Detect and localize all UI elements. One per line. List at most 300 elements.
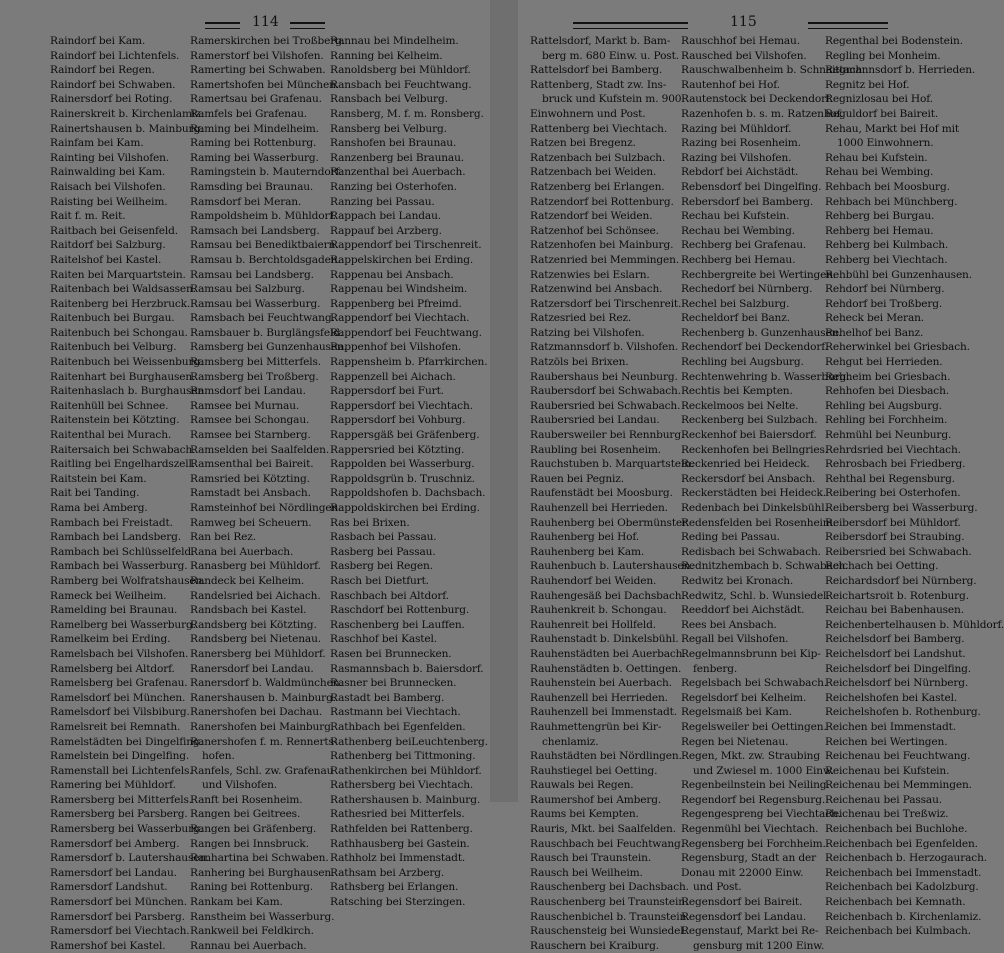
place-entry: Ramersdorf Landshut. [50, 881, 168, 894]
place-entry: Rauhenberg bei Kam. [530, 545, 645, 558]
place-entry: Rehgut bei Herrieden. [825, 356, 943, 369]
place-entry: Randeck bei Kelheim. [190, 574, 305, 587]
place-entry: Rameck bei Weilheim. [50, 589, 167, 602]
place-entry: Reibersdorf bei Straubing. [825, 531, 965, 544]
place-entry: Raitenbuch bei Velburg. [50, 341, 177, 354]
place-entry: Redwitz, Schl. b. Wunsiedel. [681, 589, 830, 602]
place-entry: Einwohnern und Post. [530, 107, 646, 120]
place-entry: Ramelstädten bei Dingelfing. [50, 735, 203, 748]
place-entry: Raming bei Rottenburg. [190, 137, 317, 150]
place-entry: Redisbach bei Schwabach. [681, 545, 821, 558]
place-entry: Reckenberg bei Sulzbach. [681, 414, 818, 427]
place-entry: Rainwalding bei Kam. [50, 166, 166, 179]
place-entry: Redwitz bei Kronach. [681, 574, 794, 587]
place-entry: Reichenau bei Treßwiz. [825, 808, 949, 821]
place-entry: Reichenau bei Passau. [825, 793, 942, 806]
entry-column [50, 34, 210, 953]
place-entry: Rauschenberg bei Traunstein. [530, 896, 689, 909]
place-entry: Ramelsbach bei Vilshofen. [50, 647, 189, 660]
place-entry: Ranstheim bei Wasserburg. [190, 910, 335, 923]
place-entry: Ramersdorf bei Parsberg. [50, 910, 185, 923]
place-entry: und Zwiesel m. 1000 Einw. [693, 764, 834, 777]
place-entry: Reckelmoos bei Nelte. [681, 399, 799, 412]
place-entry: Rappersried bei Kötzting. [330, 443, 465, 456]
place-entry: Ranoldsberg bei Mühldorf. [330, 64, 471, 77]
place-entry: Ramsberg bei Troßberg. [190, 370, 319, 383]
place-entry: Rechberg bei Grafenau. [681, 239, 807, 252]
place-entry: Raums bei Kempten. [530, 808, 639, 821]
place-entry: Ramersdorf bei Amberg. [50, 837, 180, 850]
page-number: 115 [730, 14, 757, 30]
place-entry: Ramsried bei Kötzting. [190, 472, 310, 485]
place-entry: Ramelberg bei Wasserburg. [50, 618, 196, 631]
place-entry: Ranershausen b. Mainburg. [190, 691, 336, 704]
place-entry: Rappelskirchen bei Erding. [330, 253, 474, 266]
place-entry: Ramsee bei Starnberg. [190, 429, 311, 442]
place-entry: Ramweg bei Scheuern. [190, 516, 312, 529]
place-entry: Rambach bei Freistadt. [50, 516, 173, 529]
place-entry: Rangen bei Geitrees. [190, 808, 301, 821]
entry-column [681, 34, 866, 953]
place-entry: Rauhenreit bei Hollfeld. [530, 618, 656, 631]
place-entry: Ramersberg bei Mitterfels. [50, 793, 192, 806]
place-entry: Raitersaich bei Schwabach. [50, 443, 196, 456]
place-entry: Razenhofen b. s. m. Ratzenhof. [681, 107, 844, 120]
place-entry: Rathenberg beiLeuchtenberg. [330, 735, 488, 748]
place-entry: Ramsberg bei Gunzenhausen. [190, 341, 347, 354]
place-entry: Regensdorf bei Landau. [681, 910, 807, 923]
place-entry: Reichenau bei Kufstein. [825, 764, 950, 777]
place-entry: Ranersdorf bei Landau. [190, 662, 314, 675]
entry-column [530, 34, 695, 953]
place-entry: Rehling bei Augsburg. [825, 399, 942, 412]
place-entry: Rautenstock bei Deckendorf. [681, 93, 833, 106]
place-entry: Rees bei Ansbach. [681, 618, 777, 631]
place-entry: Rannau bei Auerbach. [190, 939, 307, 952]
place-entry: Ramerstorf bei Vilshofen. [190, 49, 324, 62]
place-entry: Raitenhüll bei Schnee. [50, 399, 169, 412]
place-entry: Ranersberg bei Mühldorf. [190, 647, 326, 660]
place-entry: Rechau bei Wembing. [681, 224, 795, 237]
place-entry: Reichenbach bei Kemnath. [825, 896, 966, 909]
place-entry: Rauhstiegel bei Oetting. [530, 764, 658, 777]
place-entry: und Vilshofen. [202, 779, 277, 792]
page-number: 114 [252, 14, 279, 30]
place-entry: Ratzenwies bei Eslarn. [530, 268, 650, 281]
place-entry: Raschenberg bei Lauffen. [330, 618, 465, 631]
place-entry: Regenbeilnstein bei Neiling. [681, 779, 830, 792]
place-entry: Raubersried bei Landau. [530, 414, 660, 427]
place-entry: Ramsenthal bei Baireit. [190, 458, 314, 471]
place-entry: Ranershofen bei Dachau. [190, 706, 323, 719]
place-entry: Rehhofen bei Diesbach. [825, 385, 949, 398]
place-entry: Rathersberg bei Viechtach. [330, 779, 474, 792]
place-entry: Rappersdorf bei Furt. [330, 385, 444, 398]
place-entry: Regmannsdorf b. Herrieden. [825, 64, 976, 77]
place-entry: Regelsdorf bei Kelheim. [681, 691, 807, 704]
place-entry: Rehberg bei Hemau. [825, 224, 934, 237]
place-entry: Rappersdorf bei Viechtach. [330, 399, 473, 412]
place-entry: Ramelkeim bei Erding. [50, 633, 171, 646]
place-entry: Reichach bei Oetting. [825, 560, 939, 573]
place-entry: Rehbach bei Münchberg. [825, 195, 958, 208]
place-entry: Rehberg bei Viechtach. [825, 253, 948, 266]
place-entry: Randelsried bei Aichach. [190, 589, 321, 602]
place-entry: Ratzmannsdorf b. Vilshofen. [530, 341, 679, 354]
place-entry: Recheldorf bei Banz. [681, 312, 790, 325]
place-entry: hofen. [202, 750, 235, 763]
place-entry: Reichelsdorf bei Bamberg. [825, 633, 965, 646]
place-entry: Ramsdorf bei Meran. [190, 195, 302, 208]
place-entry: 1000 Einwohnern. [837, 137, 934, 150]
place-entry: Ramsau bei Wasserburg. [190, 297, 321, 310]
place-entry: Regelmannsbrunn bei Kip- [681, 647, 821, 660]
place-entry: Ratzen bei Bregenz. [530, 137, 636, 150]
place-entry: Ranzing bei Osterhofen. [330, 180, 457, 193]
place-entry: Rappolden bei Wasserburg. [330, 458, 475, 471]
header-rule-left [573, 22, 688, 29]
place-entry: Ramingstein b. Mauterndorf. [190, 166, 343, 179]
place-entry: Rehberg bei Kulmbach. [825, 239, 949, 252]
place-entry: Rednitzhembach b. Schwabach. [681, 560, 849, 573]
place-entry: Rehheim bei Griesbach. [825, 370, 951, 383]
place-entry: Rainertshausen b. Mainburg. [50, 122, 204, 135]
place-entry: Rappersdorf bei Vohburg. [330, 414, 466, 427]
place-entry: Ranershofen f. m. Rennerts- [190, 735, 338, 748]
place-entry: Ransbach bei Feuchtwang. [330, 78, 472, 91]
place-entry: Rauhenzell bei Herrieden. [530, 691, 668, 704]
place-entry: Rathenberg bei Tittmoning. [330, 750, 476, 763]
place-entry: Ramsau bei Salzburg. [190, 283, 305, 296]
place-entry: Rathsam bei Arzberg. [330, 866, 445, 879]
place-entry: Raschhof bei Kastel. [330, 633, 437, 646]
place-entry: Reichelshofen bei Kastel. [825, 691, 958, 704]
place-entry: Rathenkirchen bei Mühldorf. [330, 764, 482, 777]
place-entry: Ramersdorf bei München. [50, 896, 187, 909]
place-entry: Reibersdorf bei Mühldorf. [825, 516, 961, 529]
place-entry: Raubersried bei Schwabach. [530, 399, 681, 412]
place-entry: Rechedorf bei Nürnberg. [681, 283, 813, 296]
place-entry: Reibersberg bei Wasserburg. [825, 502, 978, 514]
place-entry: Rauhenzell bei Immenstadt. [530, 706, 677, 719]
place-entry: Rattelsdorf bei Bamberg. [530, 64, 663, 77]
place-entry: Ramelsdorf bei München. [50, 691, 186, 704]
place-entry: Reichenbach bei Egenfelden. [825, 837, 978, 850]
place-entry: Rehrosbach bei Friedberg. [825, 458, 966, 471]
place-entry: Ratzendorf bei Rottenburg. [530, 195, 674, 208]
place-entry: Ratsching bei Sterzingen. [330, 896, 466, 909]
place-entry: Ramelsberg bei Grafenau. [50, 677, 188, 690]
place-entry: Raming bei Mindelheim. [190, 122, 319, 135]
place-entry: Ratzing bei Vilshofen. [530, 326, 645, 339]
place-entry: Ramsau b. Berchtoldsgaden. [190, 253, 341, 266]
place-entry: Razing bei Vilshofen. [681, 151, 792, 164]
place-entry: Raming bei Wasserburg. [190, 151, 319, 164]
place-entry: Ranzing bei Passau. [330, 195, 435, 208]
place-entry: Ramersdorf bei Viechtach. [50, 925, 190, 938]
place-entry: Rappoldsgrün b. Truschniz. [330, 472, 475, 485]
place-entry: Rasberg bei Regen. [330, 560, 433, 573]
place-entry: Raiten bei Marquartstein. [50, 268, 186, 281]
place-entry: Regensdorf bei Baireit. [681, 896, 803, 909]
place-entry: Ramsding bei Braunau. [190, 180, 314, 193]
place-entry: Ranhartina bei Schwaben. [190, 852, 329, 865]
place-entry: Reherwinkel bei Griesbach. [825, 341, 970, 354]
place-entry: Rehdorf bei Nürnberg. [825, 283, 945, 296]
place-entry: Reichenbach bei Kulmbach. [825, 925, 971, 938]
place-entry: Rechberg bei Hemau. [681, 253, 796, 266]
place-entry: Reckersdorf bei Ansbach. [681, 472, 816, 485]
place-entry: Rappensheim b. Pfarrkirchen. [330, 356, 488, 369]
place-entry: Ranft bei Rosenheim. [190, 793, 303, 806]
place-entry: Redenbach bei Dinkelsbühl. [681, 502, 828, 514]
place-entry: Ratzenbach bei Sulzbach. [530, 151, 666, 164]
right-page [518, 0, 1004, 952]
place-entry: Rana bei Auerbach. [190, 545, 294, 558]
place-entry: Reichenbertelhausen b. Mühldorf. [825, 618, 1004, 631]
place-entry: Rathesried bei Mitterfels. [330, 808, 465, 821]
place-entry: Ratzenried bei Memmingen. [530, 253, 680, 266]
place-entry: Raisach bei Vilshofen. [50, 180, 166, 193]
entry-column [330, 34, 488, 910]
place-entry: Rauschenberg bei Dachsbach. [530, 881, 689, 894]
place-entry: Ramertsau bei Grafenau. [190, 93, 322, 106]
place-entry: Ranshofen bei Braunau. [330, 137, 457, 150]
place-entry: Ranzenthal bei Auerbach. [330, 166, 466, 179]
place-entry: Ramsach bei Landsberg. [190, 224, 320, 237]
place-entry: Rainerskreit b. Kirchenlamiz. [50, 107, 204, 120]
place-entry: Rausch bei Traunstein. [530, 852, 652, 865]
place-entry: Reichelsdorf bei Dingelfing. [825, 662, 972, 675]
place-entry: Randsberg bei Kötzting. [190, 618, 317, 631]
header-rule-right [290, 22, 325, 29]
place-entry: Ramsteinhof bei Nördlingen. [190, 502, 342, 514]
place-entry: Regelsbach bei Schwabach. [681, 677, 828, 690]
place-entry: Ranfels, Schl. zw. Grafenau [190, 764, 334, 777]
place-entry: Raubersdorf bei Schwabach. [530, 385, 681, 398]
place-entry: Rathbach bei Egenfelden. [330, 720, 466, 733]
place-entry: Reichardsdorf bei Nürnberg. [825, 574, 977, 587]
place-entry: Rauschenbichel b. Traunstein. [530, 910, 690, 923]
place-entry: Ramersdorf b. Lautershausen. [50, 852, 210, 865]
place-entry: Rangen bei Innsbruck. [190, 837, 309, 850]
place-entry: Raitenbach bei Waldsassen. [50, 283, 196, 296]
place-entry: Rehling bei Forchheim. [825, 414, 948, 427]
place-entry: Ranning bei Kelheim. [330, 49, 443, 62]
place-entry: Rappenau bei Ansbach. [330, 268, 454, 281]
entry-column [190, 34, 347, 953]
place-entry: Raitenberg bei Herzbruck. [50, 297, 191, 310]
place-entry: und Post. [693, 881, 742, 894]
place-entry: Rauhstädten bei Nördlingen. [530, 750, 682, 763]
place-entry: Rappach bei Landau. [330, 210, 441, 223]
place-entry: Rannau bei Mindelheim. [330, 35, 459, 47]
right-page-header [518, 14, 1000, 34]
place-entry: Rehrdsried bei Viechtach. [825, 443, 961, 456]
place-entry: Ramsee bei Murnau. [190, 399, 300, 412]
place-entry: Rehberg bei Burgau. [825, 210, 935, 223]
place-entry: Reichenbach b. Kirchenlamiz. [825, 910, 982, 923]
place-entry: Ramersberg bei Wasserburg. [50, 823, 203, 836]
place-entry: Reibersried bei Schwabach. [825, 545, 972, 558]
place-entry: Raufenstädt bei Moosburg. [530, 487, 673, 500]
place-entry: Raitenthal bei Murach. [50, 429, 172, 442]
place-entry: Reguldorf bei Baireit. [825, 107, 939, 120]
place-entry: Rastadt bei Bamberg. [330, 691, 445, 704]
place-entry: Ramelsberg bei Altdorf. [50, 662, 175, 675]
place-entry: Raitstein bei Kam. [50, 472, 147, 485]
place-entry: Rauhenstadt b. Dinkelsbühl. [530, 633, 679, 646]
place-entry: Rauschern bei Kraiburg. [530, 939, 659, 952]
place-entry: Rathsberg bei Erlangen. [330, 881, 459, 894]
place-entry: Rankam bei Kam. [190, 896, 283, 909]
place-entry: Rastmann bei Viechtach. [330, 706, 461, 719]
place-entry: Rauhendorf bei Weiden. [530, 574, 657, 587]
place-entry: Raindorf bei Regen. [50, 64, 155, 77]
place-entry: Rauhenbuch b. Lautershausen. [530, 560, 694, 573]
place-entry: Raschdorf bei Rottenburg. [330, 604, 470, 617]
place-entry: Rappersgäß bei Gräfenberg. [330, 429, 480, 442]
place-entry: Rathhausberg bei Gastein. [330, 837, 470, 850]
place-entry: Rattenberg bei Viechtach. [530, 122, 668, 135]
place-entry: Reding bei Passau. [681, 531, 780, 544]
place-entry: Ransbach bei Velburg. [330, 93, 448, 106]
place-entry: fenberg. [693, 662, 738, 675]
place-entry: Raschbach bei Altdorf. [330, 589, 449, 602]
place-entry: Rappenau bei Windsheim. [330, 283, 468, 296]
place-entry: Reichenbach bei Immenstadt. [825, 866, 982, 879]
place-entry: Rechau bei Kufstein. [681, 210, 790, 223]
place-entry: Rathholz bei Immenstadt. [330, 852, 466, 865]
place-entry: Ramsau bei Benediktbaiern. [190, 239, 339, 252]
place-entry: Ran bei Rez. [190, 531, 256, 544]
place-entry: Raitling bei Engelhardszell. [50, 458, 195, 471]
place-entry: Ramering bei Mühldorf. [50, 779, 176, 792]
place-entry: Reckenried bei Heideck. [681, 458, 810, 471]
place-entry: Rasner bei Brunnecken. [330, 677, 457, 690]
place-entry: Raumershof bei Amberg. [530, 793, 662, 806]
place-entry: Ramsdorf bei Landau. [190, 385, 306, 398]
place-entry: Ramelsdorf bei Vilsbiburg. [50, 706, 190, 719]
place-entry: Ranersdorf b. Waldmünchen. [190, 677, 343, 690]
place-entry: Ransberg, M. f. m. Ronsberg. [330, 107, 484, 120]
place-entry: Rasen bei Brunnecken. [330, 647, 452, 660]
place-entry: Rehau, Markt bei Hof mit [825, 122, 960, 135]
entry-column [825, 34, 1004, 939]
place-entry: Regen bei Nietenau. [681, 735, 789, 748]
place-entry: Regenstauf, Markt bei Re- [681, 925, 819, 938]
place-entry: Raitenbuch bei Burgau. [50, 312, 175, 325]
place-entry: Raubling bei Rosenheim. [530, 443, 662, 456]
place-entry: Rechling bei Augsburg. [681, 356, 804, 369]
place-entry: Rainfam bei Kam. [50, 137, 144, 150]
place-entry: Rehdorf bei Troßberg. [825, 297, 943, 310]
place-entry: Rauris, Mkt. bei Saalfelden. [530, 823, 676, 836]
place-entry: Raitenbuch bei Weissenburg. [50, 356, 204, 369]
place-entry: berg m. 680 Einw. u. Post. [542, 49, 679, 62]
place-entry: Rauhenberg bei Hof. [530, 531, 640, 544]
place-entry: Rebensdorf bei Dingelfing. [681, 180, 822, 193]
place-entry: Rauhenzell bei Herrieden. [530, 502, 668, 514]
place-entry: Rappoldskirchen bei Erding. [330, 502, 480, 514]
place-entry: Ramselden bei Saalfelden. [190, 443, 330, 456]
place-entry: Rasberg bei Passau. [330, 545, 436, 558]
place-entry: Razing bei Rosenheim. [681, 137, 801, 150]
place-entry: Rehthal bei Regensburg. [825, 472, 955, 485]
place-entry: Reichenau bei Feuchtwang. [825, 750, 971, 763]
place-entry: Rechtenwehring b. Wasserburg. [681, 370, 850, 383]
place-entry: Rattelsdorf, Markt b. Bam- [530, 35, 671, 47]
place-entry: Ramsbauer b. Burglängsfeld. [190, 326, 344, 339]
place-entry: Rauhenstein bei Auerbach. [530, 677, 672, 690]
place-entry: Raitdorf bei Salzburg. [50, 239, 166, 252]
place-entry: Ranzenberg bei Braunau. [330, 151, 464, 164]
place-entry: Reichelsdorf bei Landshut. [825, 647, 966, 660]
place-entry: Rehmühl bei Neunburg. [825, 429, 952, 442]
place-entry: Raindorf bei Lichtenfels. [50, 49, 180, 62]
place-entry: Rangen bei Gräfenberg. [190, 823, 317, 836]
place-entry: Reichelshofen b. Rothenburg. [825, 706, 981, 719]
place-entry: Reibering bei Osterhofen. [825, 487, 961, 500]
place-entry: Ramersberg bei Parsberg. [50, 808, 188, 821]
place-entry: Regling bei Monheim. [825, 49, 941, 62]
place-entry: Ramstadt bei Ansbach. [190, 487, 311, 500]
place-entry: Regendorf bei Regensburg. [681, 793, 826, 806]
place-entry: Rattenberg, Stadt zw. Ins- [530, 78, 667, 91]
place-entry: Ranershofen bei Mainburg. [190, 720, 334, 733]
place-entry: Rauschbach bei Feuchtwang. [530, 837, 684, 850]
place-entry: Randsberg bei Nietenau. [190, 633, 321, 646]
place-entry: Regall bei Vilshofen. [681, 633, 789, 646]
place-entry: Raitbach bei Geisenfeld. [50, 224, 178, 237]
place-entry: Raindorf bei Kam. [50, 35, 146, 47]
left-page-columns [0, 34, 490, 952]
place-entry: Ramerting bei Schwaben. [190, 64, 326, 77]
place-entry: Reichartsroit b. Rotenburg. [825, 589, 969, 602]
place-entry: Reckenhofen bei Bellngries. [681, 443, 828, 456]
place-entry: Regenthal bei Bodenstein. [825, 35, 963, 47]
place-entry: Ratzendorf bei Weiden. [530, 210, 653, 223]
place-entry: Rebersdorf bei Bamberg. [681, 195, 814, 208]
place-entry: Raitenhart bei Burghausen. [50, 370, 196, 383]
place-entry: Rehau bei Wembing. [825, 166, 934, 179]
place-entry: Ratzenbach bei Weiden. [530, 166, 657, 179]
place-entry: Ratzenhof bei Schönsee. [530, 224, 659, 237]
place-entry: Raitenstein bei Kötzting. [50, 414, 180, 427]
place-entry: Regnitz bei Hof. [825, 78, 910, 91]
place-entry: Ramelding bei Braunau. [50, 604, 178, 617]
place-entry: Rankweil bei Feldkirch. [190, 925, 314, 938]
place-entry: Raitelshof bei Kastel. [50, 253, 162, 266]
place-entry: Ramelstein bei Dingelfing. [50, 750, 190, 763]
place-entry: Regensberg bei Forchheim. [681, 837, 826, 850]
place-entry: Regensburg, Stadt an der [681, 852, 816, 865]
header-rule-left [205, 22, 240, 29]
place-entry: Rauhenberg bei Obermünster. [530, 516, 690, 529]
place-entry: Rappendorf bei Feuchtwang. [330, 326, 482, 339]
place-entry: Rappenhof bei Vilshofen. [330, 341, 462, 354]
right-page-columns [518, 34, 1004, 952]
place-entry: Razing bei Mühldorf. [681, 122, 792, 135]
place-entry: Randsbach bei Kastel. [190, 604, 307, 617]
place-entry: Rainersdorf bei Roting. [50, 93, 173, 106]
place-entry: Ratzesried bei Rez. [530, 312, 632, 325]
place-entry: Ratzenberg bei Erlangen. [530, 180, 665, 193]
place-entry: Regelsweiler bei Oettingen. [681, 720, 827, 733]
place-entry: Rappenzell bei Aichach. [330, 370, 456, 383]
place-entry: Reckerstädten bei Heideck. [681, 487, 827, 500]
place-entry: Rauschensteig bei Wunsiedel. [530, 925, 687, 938]
